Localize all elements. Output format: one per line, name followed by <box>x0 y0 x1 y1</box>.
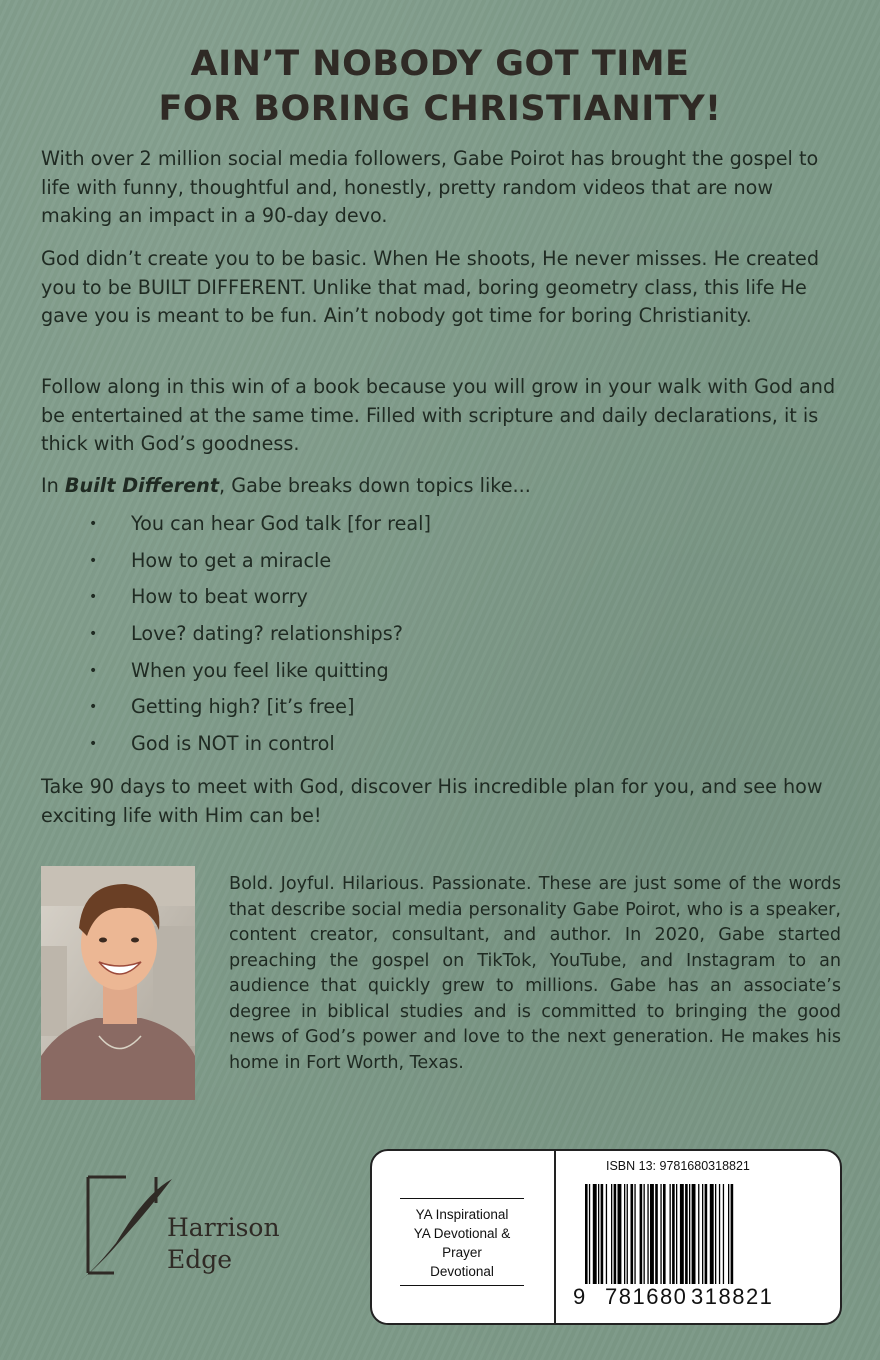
headline-line-1: AIN’T NOBODY GOT TIME <box>190 44 690 84</box>
category-line-3: Devotional <box>430 1264 494 1279</box>
category-line-1: YA Inspirational <box>415 1207 509 1222</box>
list-item <box>41 543 841 580</box>
publisher-name-line-2: Edge <box>167 1245 233 1274</box>
author-bio: Bold. Joyful. Hilarious. Passionate. These are just some of the words that describe social media personality Gabe Poirot, who is a speaker, content creator, consultant, and author. In 2020, Gabe started preaching the gospel on TikTok, YouTube, and Instagram to an audience that quickly grew to millions. Gabe has an associate’s degree in biblical studies and is committed to bringing the good news of God’s power and love to the next generation. He makes his home in Fort Worth, Texas. <box>229 874 841 1073</box>
barcode-bar <box>680 1184 684 1284</box>
barcode-bar <box>692 1184 696 1284</box>
barcode-bar <box>589 1184 590 1284</box>
barcode-bar <box>614 1184 617 1284</box>
list-item-text: God is NOT in control <box>131 732 335 756</box>
list-item <box>41 506 841 543</box>
closing-paragraph: Take 90 days to meet with God, discover His incredible plan for you, and see how exciting life with Him can be! <box>41 775 823 827</box>
barcode-bar <box>655 1184 658 1284</box>
barcode-bar <box>670 1184 671 1284</box>
bullet-icon: • <box>89 662 98 679</box>
list-item-text: Getting high? [it’s free] <box>131 695 355 719</box>
topics-intro-before: In <box>41 474 65 497</box>
barcode-bar <box>627 1184 628 1284</box>
barcode-bar <box>672 1184 675 1284</box>
topic-list <box>41 506 841 763</box>
list-item <box>41 653 841 690</box>
list-item <box>41 689 841 726</box>
bullet-icon: • <box>89 516 98 532</box>
barcode-bar <box>705 1184 708 1284</box>
isbn-digits-group-3: 318821 <box>691 1284 774 1309</box>
intro-paragraph: With over 2 million social media followers, Gabe Poirot has brought the gospel to life with funny, thoughtful and, honestly, pretty random videos that are now making an impact in a 90-day devo. <box>41 147 819 227</box>
barcode-bar <box>647 1184 648 1284</box>
barcode-bar <box>723 1184 724 1284</box>
topics-intro-after: , Gabe breaks down topics like... <box>219 474 531 497</box>
bullet-icon: • <box>89 626 98 643</box>
isbn-label: ISBN 13: 9781680318821 <box>606 1159 750 1173</box>
barcode-bar <box>702 1184 703 1284</box>
barcode-bar <box>663 1184 666 1284</box>
barcode-bar <box>719 1184 720 1284</box>
barcode-bar <box>593 1184 597 1284</box>
barcode-bar <box>618 1184 622 1284</box>
barcode-bar <box>644 1184 645 1284</box>
list-item-text: Love? dating? relationships? <box>131 622 403 646</box>
barcode-bar <box>728 1184 729 1284</box>
barcode-bar <box>689 1184 690 1284</box>
barcode-divider <box>554 1151 556 1323</box>
category-line-2: YA Devotional & Prayer <box>413 1226 511 1260</box>
headline <box>0 42 880 132</box>
barcode-bar <box>606 1184 607 1284</box>
author-photo <box>41 866 195 1100</box>
barcode-bar <box>624 1184 625 1284</box>
barcode-bar <box>650 1184 654 1284</box>
barcode-bar <box>585 1184 588 1284</box>
barcode-bar <box>598 1184 599 1284</box>
barcode-bar <box>710 1184 714 1284</box>
publisher-name-line-1: Harrison <box>167 1213 280 1242</box>
book-title: Built Different <box>64 474 220 497</box>
list-item-text: When you feel like quitting <box>131 658 389 682</box>
bullet-icon: • <box>89 552 98 569</box>
list-item <box>41 616 841 653</box>
barcode-bar <box>611 1184 612 1284</box>
built-different-paragraph: God didn’t create you to be basic. When He shoots, He never misses. He created you to be BUILT DIFFERENT. Unlike that mad, boring geometry class, this life He gave you is meant to be fun. Ain’t nobody got time for boring Christianity. <box>41 247 820 327</box>
publisher-name <box>167 1212 280 1276</box>
list-item <box>41 726 841 763</box>
bullet-icon: • <box>89 736 98 753</box>
barcode-panel <box>370 1149 842 1325</box>
barcode-bar <box>685 1184 688 1284</box>
topics-intro <box>41 472 841 501</box>
barcode-bar <box>698 1184 699 1284</box>
barcode-bar <box>660 1184 661 1284</box>
barcode-bar <box>601 1184 604 1284</box>
isbn-digits-group-1: 9 <box>573 1284 587 1309</box>
bullet-icon: • <box>89 589 98 606</box>
category-box <box>400 1198 524 1286</box>
list-item-text: How to beat worry <box>131 585 308 609</box>
barcode-bar <box>631 1184 634 1284</box>
barcode-bar <box>676 1184 677 1284</box>
headline-line-2: FOR BORING CHRISTIANITY! <box>158 89 722 129</box>
isbn-digits-group-2: 781680 <box>605 1284 688 1309</box>
barcode-bar <box>715 1184 716 1284</box>
list-item-text: How to get a miracle <box>131 548 332 572</box>
barcode <box>585 1184 777 1284</box>
list-item-text: You can hear God talk [for real] <box>131 512 431 535</box>
bullet-icon: • <box>89 699 98 716</box>
quill-frame-icon <box>76 1173 176 1293</box>
barcode-bar <box>731 1184 734 1284</box>
list-item <box>41 579 841 616</box>
follow-along-paragraph: Follow along in this win of a book because you will grow in your walk with God and be entertained at the same time. Filled with scripture and daily declarations, it is thick with God’s goodness. <box>41 375 836 455</box>
barcode-bar <box>634 1184 635 1284</box>
barcode-bar <box>640 1184 643 1284</box>
